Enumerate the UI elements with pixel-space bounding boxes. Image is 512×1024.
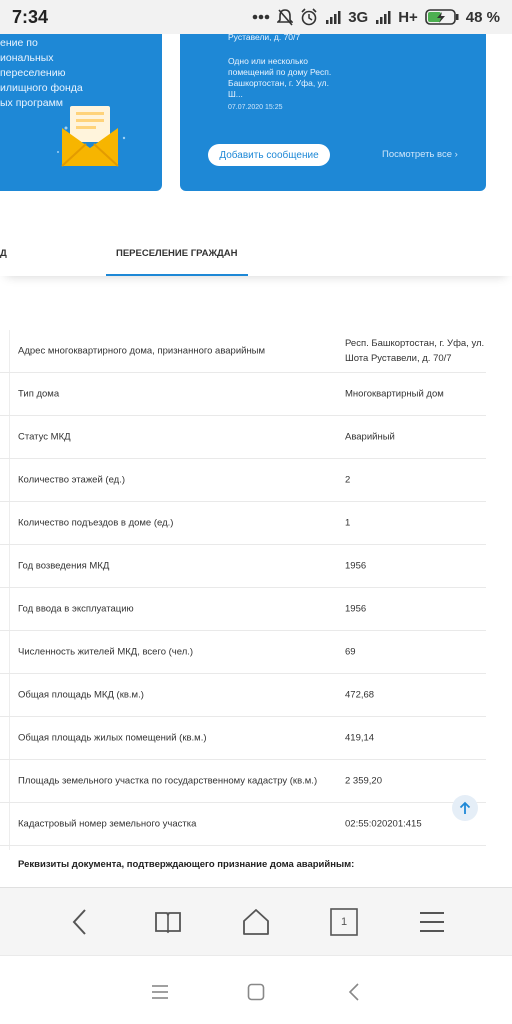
more-dots-icon [252,14,270,20]
home-icon[interactable] [240,906,272,938]
row-label: Численность жителей МКД, всего (чел.) [18,646,194,658]
card-message-text: Одно или несколько помещений по дому Респ. Башкортостан, г. Уфа, ул. Ш... [228,56,332,99]
row-value: 2 [345,474,351,486]
row-label: Статус МКД [18,431,71,443]
row-label: Количество этажей (ед.) [18,474,125,486]
table-row [0,631,486,674]
table-row [0,459,486,502]
row-value: Респ. Башкортостан, г. Уфа, ул. Шота Руставели, д. 70/7 [345,338,485,364]
row-label: Общая площадь жилых помещений (кв.м.) [18,732,207,744]
arrow-up-icon [459,801,471,815]
battery-percent: 48 % [465,8,500,26]
recent-apps-icon[interactable] [148,980,172,1004]
network-type-1: 3G [348,8,369,26]
card-left-text: ение по иональных переселению илищного фонда ых программ [0,37,83,109]
row-value: 472,68 [345,689,375,701]
scroll-to-top-button[interactable] [452,795,478,821]
bell-off-icon [277,8,293,26]
table-row [0,760,486,803]
status-icons [252,8,500,26]
row-label: Год возведения МКД [18,560,110,572]
network-type-2: H+ [398,8,418,26]
row-label: Количество подъездов в доме (ед.) [18,517,174,529]
home-square-icon[interactable] [244,980,268,1004]
row-label: Год ввода в эксплуатацию [18,603,134,615]
row-value: 2 359,20 [345,775,382,787]
row-value: 1 [345,517,351,529]
menu-icon[interactable] [416,906,448,938]
table-row [0,416,486,459]
row-label: Кадастровый номер земельного участка [18,818,197,830]
envelope-icon [50,100,134,170]
table-row [0,502,486,545]
signal-icon [375,10,391,24]
signal-icon [325,10,341,24]
cards-carousel [0,34,512,206]
section-tabs [0,232,512,276]
card-address-fragment: Руставели, д. 70/7 [228,32,301,42]
status-bar [0,0,512,34]
table-row [0,545,486,588]
system-navigation-bar [0,955,512,1024]
table-row [0,803,486,846]
back-arrow-icon[interactable] [64,906,96,938]
row-value: Многоквартирный дом [345,388,444,400]
row-value: Аварийный [345,431,395,443]
battery-charging-icon [425,9,459,25]
row-label: Общая площадь МКД (кв.м.) [18,689,144,701]
table-row [0,373,486,416]
bookmarks-book-icon[interactable] [152,906,184,938]
card-message-date: 07.07.2020 15:25 [228,104,283,111]
row-value: 1956 [345,560,367,572]
tabs-icon[interactable] [328,906,360,938]
browser-toolbar [0,887,512,955]
status-time: 7:34 [12,6,49,27]
tab-partial[interactable]: Д [0,248,7,259]
row-label: Тип дома [18,388,60,400]
row-label: Адрес многоквартирного дома, признанного аварийным [18,345,266,357]
add-message-button[interactable]: Добавить сообщение [208,144,330,166]
table-row [0,717,486,760]
document-requisites-heading: Реквизиты документа, подтверждающего признание дома аварийным: [18,859,355,870]
view-all-link[interactable]: Посмотреть все › [382,149,458,160]
row-label: Площадь земельного участка по государственному кадастру (кв.м.) [18,775,318,787]
row-value: 02:55:020201:415 [345,818,422,830]
tab-count: 1 [340,916,348,928]
info-card-messages [180,34,486,191]
house-info-table [0,330,486,846]
table-row [0,330,486,373]
table-row [0,674,486,717]
table-row [0,588,486,631]
alarm-icon [300,8,318,26]
row-value: 1956 [345,603,367,615]
tab-resettlement[interactable]: ПЕРЕСЕЛЕНИЕ ГРАЖДАН [106,232,248,276]
back-chevron-icon[interactable] [342,980,366,1004]
info-card-resettlement[interactable] [0,34,162,191]
row-value: 69 [345,646,356,658]
row-value: 419,14 [345,732,375,744]
